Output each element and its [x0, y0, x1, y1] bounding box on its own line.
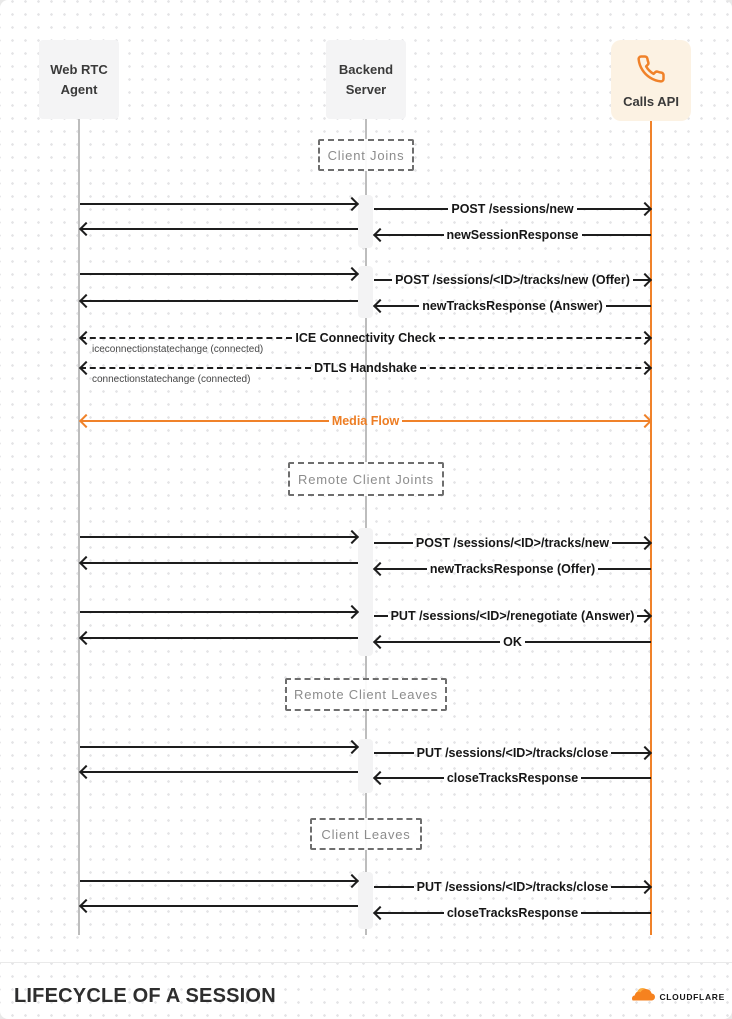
section-remote-client-joins-label: Remote Client Joints: [298, 471, 434, 487]
message-new-session-response: [374, 225, 651, 245]
message-label: OK: [503, 635, 522, 649]
arrowhead-right-icon: [638, 273, 652, 287]
arrowhead-right-icon: [638, 202, 652, 216]
actor-calls-api-label: Calls API: [623, 93, 679, 109]
message-label: POST /sessions/new: [451, 202, 574, 216]
message-label: newSessionResponse: [446, 228, 579, 242]
actor-calls-api: [611, 40, 691, 121]
actor-backend-server-label-line1: Backend: [338, 62, 394, 77]
event-iceconnectionstatechange: iceconnectionstatechange (connected): [92, 344, 264, 355]
activation-bar: [358, 872, 373, 929]
arrowhead-left-icon: [79, 222, 93, 236]
arrowhead-right-icon: [345, 530, 359, 544]
actor-webrtc-agent-label-line2: Agent: [60, 81, 98, 97]
arrowhead-left-icon: [79, 899, 93, 913]
actor-backend-server-label-line2: Server: [345, 81, 387, 97]
arrowhead-right-icon: [345, 267, 359, 281]
cloudflare-wordmark: CLOUDFLARE: [659, 992, 725, 1002]
message-media-flow: [80, 411, 651, 431]
arrowhead-right-icon: [345, 740, 359, 754]
activation-bar: [358, 195, 373, 248]
arrowhead-left-icon: [373, 771, 387, 785]
arrowhead-left-icon: [373, 906, 387, 920]
arrowhead-right-icon: [638, 609, 652, 623]
message-label: POST /sessions/<ID>/tracks/new (Offer): [395, 273, 630, 287]
message-label: closeTracksResponse: [446, 771, 579, 785]
actor-webrtc-agent: [39, 40, 119, 119]
message-label: PUT /sessions/<ID>/tracks/close: [416, 880, 609, 894]
arrow-backend-to-agent: [80, 219, 358, 239]
event-connectionstatechange: connectionstatechange (connected): [92, 374, 251, 385]
actor-backend-server: [326, 40, 406, 119]
arrowhead-right-icon: [638, 880, 652, 894]
arrow-agent-to-backend: [80, 602, 358, 622]
actor-webrtc-agent-label-line1: Web RTC: [50, 62, 108, 77]
message-put-renegotiate-answer: [374, 606, 651, 626]
message-put-tracks-close: [374, 743, 651, 763]
arrowhead-left-icon: [79, 294, 93, 308]
activation-bar: [358, 739, 373, 793]
arrow-backend-to-agent: [80, 896, 358, 916]
activation-bar: [358, 266, 373, 318]
section-client-leaves-label: Client Leaves: [321, 826, 411, 842]
arrowhead-left-icon: [79, 361, 93, 375]
arrowhead-right-icon: [638, 536, 652, 550]
section-client-joins: [318, 139, 414, 171]
arrow-backend-to-agent: [80, 553, 358, 573]
arrowhead-right-icon: [638, 746, 652, 760]
message-new-tracks-response-offer: [374, 559, 651, 579]
arrowhead-left-icon: [373, 228, 387, 242]
message-ok: [374, 632, 651, 652]
arrowhead-right-icon: [638, 361, 652, 375]
arrowhead-left-icon: [373, 562, 387, 576]
cloudflare-logo: [630, 988, 725, 1006]
message-label: closeTracksResponse: [446, 906, 579, 920]
page-title: LIFECYCLE OF A SESSION: [14, 985, 276, 1007]
message-label: ICE Connectivity Check: [295, 331, 436, 345]
arrowhead-right-icon: [345, 605, 359, 619]
message-post-sessions-new: [374, 199, 651, 219]
arrowhead-left-icon: [373, 299, 387, 313]
arrow-backend-to-agent: [80, 628, 358, 648]
message-label: Media Flow: [331, 414, 400, 428]
arrow-agent-to-backend: [80, 737, 358, 757]
footer-divider: [0, 962, 732, 963]
arrow-agent-to-backend: [80, 871, 358, 891]
arrowhead-left-icon: [79, 414, 93, 428]
message-close-tracks-response: [374, 903, 651, 923]
message-label: DTLS Handshake: [314, 361, 417, 375]
cloudflare-cloud-icon: [630, 988, 656, 1006]
arrow-agent-to-backend: [80, 264, 358, 284]
section-remote-client-leaves: [285, 678, 447, 711]
arrowhead-right-icon: [345, 197, 359, 211]
message-label: PUT /sessions/<ID>/tracks/close: [416, 746, 609, 760]
message-new-tracks-response-answer: [374, 296, 651, 316]
message-label: newTracksResponse (Offer): [429, 562, 596, 576]
message-put-tracks-close: [374, 877, 651, 897]
arrow-agent-to-backend: [80, 194, 358, 214]
arrowhead-right-icon: [638, 414, 652, 428]
arrow-agent-to-backend: [80, 527, 358, 547]
section-client-joins-label: Client Joins: [327, 147, 405, 163]
arrowhead-left-icon: [79, 631, 93, 645]
message-close-tracks-response: [374, 768, 651, 788]
activation-bar: [358, 528, 373, 656]
arrowhead-left-icon: [79, 556, 93, 570]
message-label: PUT /sessions/<ID>/renegotiate (Answer): [390, 609, 635, 623]
arrowhead-left-icon: [79, 765, 93, 779]
arrowhead-right-icon: [638, 331, 652, 345]
message-post-tracks-new-offer: [374, 270, 651, 290]
phone-icon: [636, 54, 666, 90]
arrowhead-left-icon: [79, 331, 93, 345]
arrowhead-left-icon: [373, 635, 387, 649]
arrow-backend-to-agent: [80, 291, 358, 311]
section-remote-client-joins: [288, 462, 444, 496]
message-label: POST /sessions/<ID>/tracks/new: [415, 536, 610, 550]
message-label: newTracksResponse (Answer): [422, 299, 603, 313]
section-client-leaves: [310, 818, 422, 850]
message-post-tracks-new: [374, 533, 651, 553]
arrow-backend-to-agent: [80, 762, 358, 782]
section-remote-client-leaves-label: Remote Client Leaves: [294, 687, 438, 702]
arrowhead-right-icon: [345, 874, 359, 888]
